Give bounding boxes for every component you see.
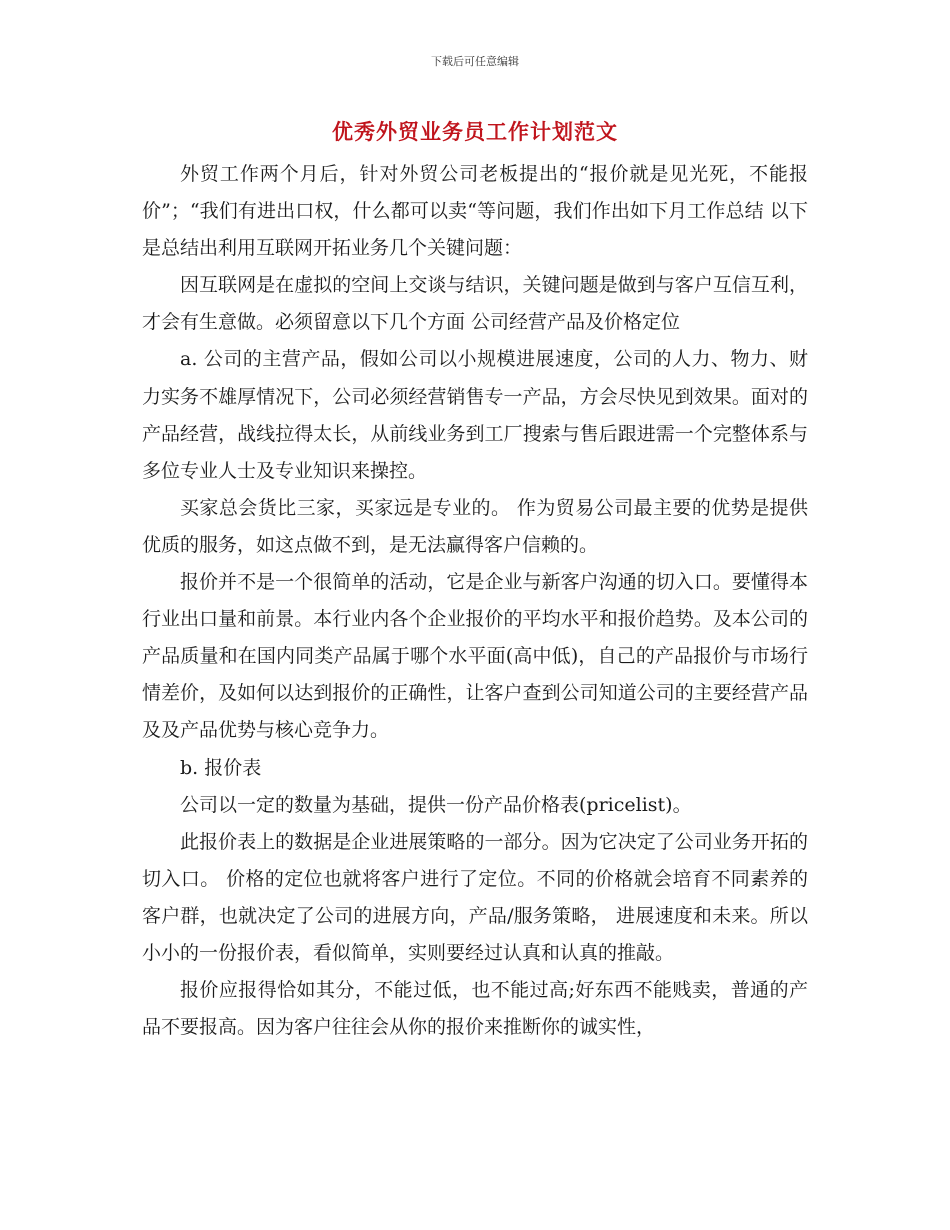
- document-body: [142, 156, 808, 1046]
- paragraph: 公司以一定的数量为基础，提供一份产品价格表(pricelist)。: [180, 793, 692, 816]
- paragraph: 买家总会货比三家，买家远是专业的。 作为贸易公司最主要的优势是提供优质的服务，如这点做不到，是无法赢得客户信赖的。: [142, 496, 808, 556]
- paragraph: 外贸工作两个月后，针对外贸公司老板提出的“报价就是见光死，不能报价”；“我们有进出口权，什么都可以卖“等问题，我们作出如下月工作总结 以下是总结出利用互联网开拓业务几个关键问题：: [142, 163, 808, 260]
- paragraph: 此报价表上的数据是企业进展策略的一部分。因为它决定了公司业务开拓的切入口。 价格的定位也就将客户进行了定位。不同的价格就会培育不同素养的客户群，也就决定了公司的进展方向，产品/服务策略， 进展速度和未来。所以小小的一份报价表，看似简单，实则要经过认真和认真的推敲。: [142, 830, 808, 964]
- paragraph: 报价并不是一个很简单的活动，它是企业与新客户沟通的切入口。要懂得本行业出口量和前景。本行业内各个企业报价的平均水平和报价趋势。及本公司的产品质量和在国内同类产品属于哪个水平面(高中低)，自己的产品报价与市场行情差价，及如何以达到报价的正确性，让客户查到公司知道公司的主要经营产品及及产品优势与核心竞争力。: [142, 571, 808, 742]
- page-header: 下载后可任意编辑: [431, 55, 519, 68]
- document-title: 优秀外贸业务员工作计划范文: [332, 120, 618, 144]
- paragraph: 因互联网是在虚拟的空间上交谈与结识，关键问题是做到与客户互信互利，才会有生意做。必须留意以下几个方面 公司经营产品及价格定位: [142, 274, 808, 334]
- paragraph: b. 报价表: [180, 756, 262, 779]
- paragraph: a. 公司的主营产品，假如公司以小规模进展速度，公司的人力、物力、财力实务不雄厚情况下，公司必须经营销售专一产品，方会尽快见到效果。面对的产品经营，战线拉得太长，从前线业务到工厂搜索与售后跟进需一个完整体系与多位专业人士及专业知识来操控。: [142, 348, 808, 482]
- paragraph: 报价应报得恰如其分，不能过低，也不能过高;好东西不能贱卖，普通的产品不要报高。因为客户往往会从你的报价来推断你的诚实性，: [142, 979, 808, 1039]
